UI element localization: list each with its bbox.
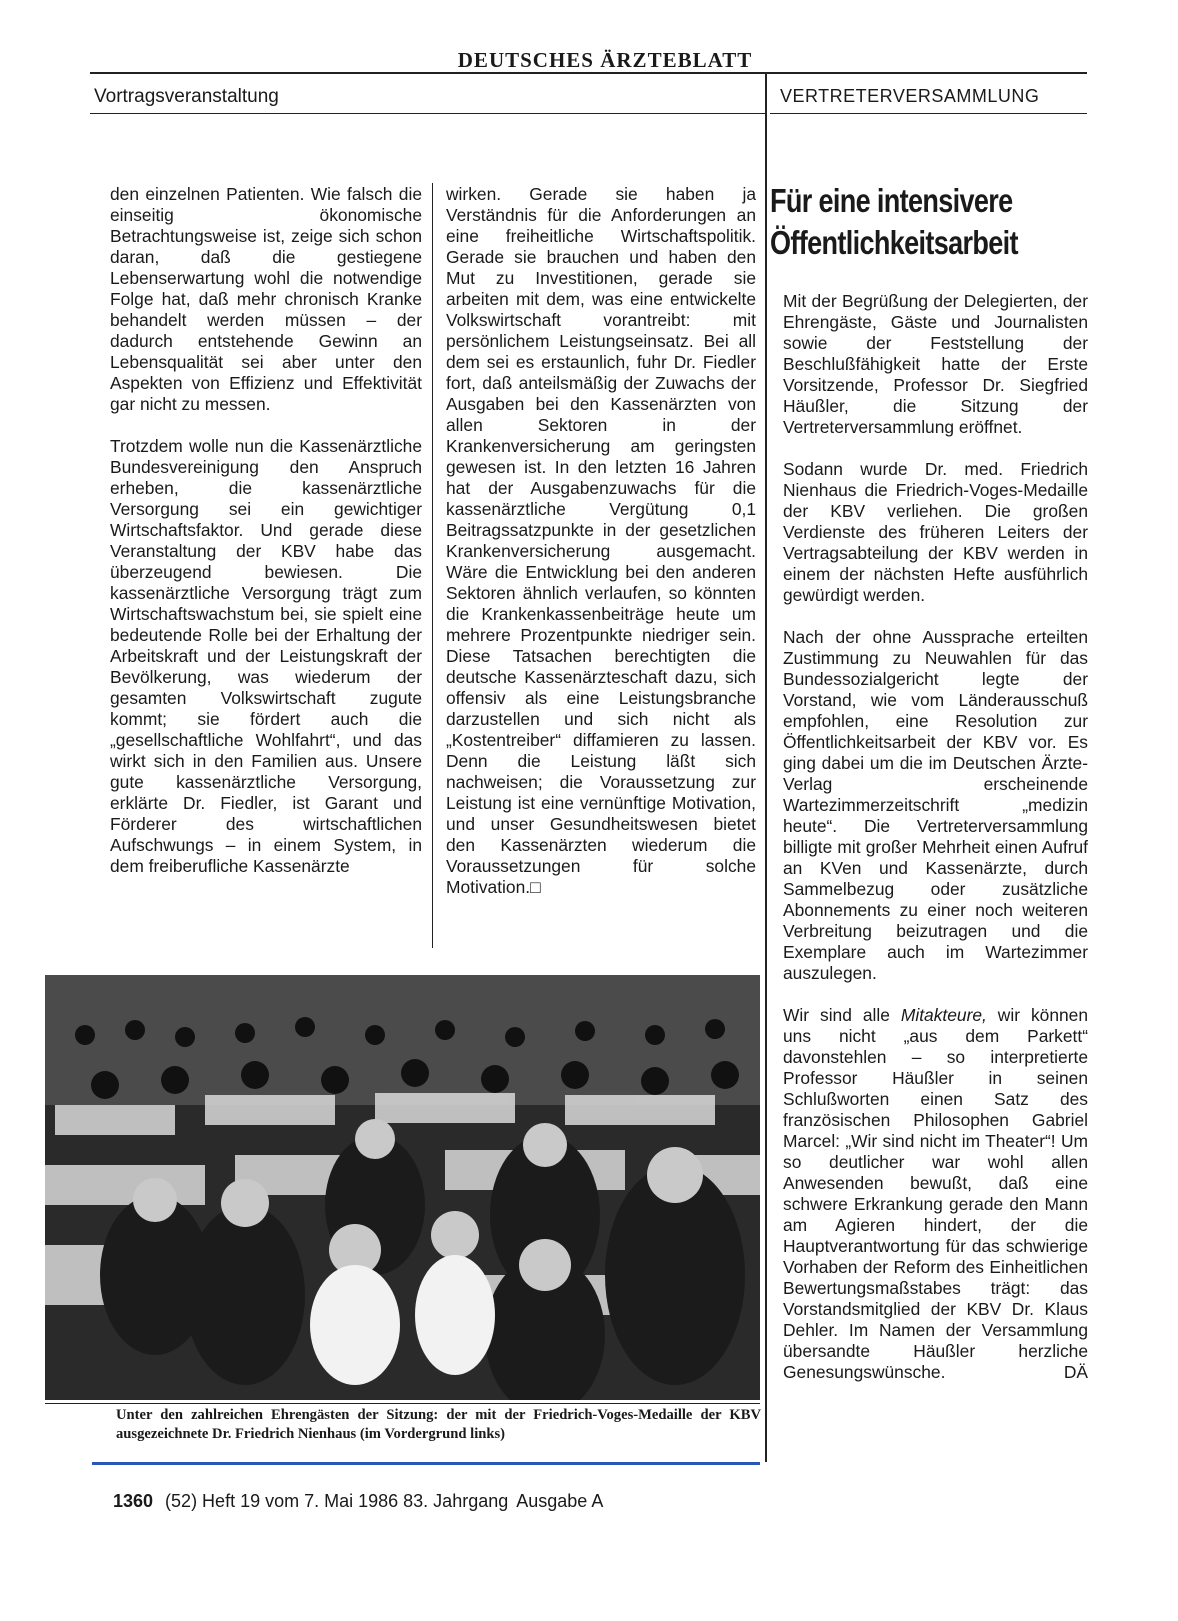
paragraph: wirken. Gerade sie haben ja Verständnis für die Anforderungen an eine freiheitliche Wirtschaftspolitik. Gerade sie brauchen und haben den Mut zu Investitionen, gerade sie arbeiten mit dem, was eine entwickelte Volkswirtschaft vorantreibt: mit persönlichem Leistungseinsatz. Bei all dem sei es erstaunlich, fuhr Dr. Fiedler fort, daß anteilsmäßig der Zuwachs der Ausgaben bei den Kassenärzten von allen Sektoren in der Krankenversicherung am geringsten gewesen ist. In den letzten 16 Jahren hat der Ausgabenzuwachs für die kassenärztliche Vergütung 0,1 Beitragssatzpunkte in der gesetzlichen Krankenversicherung ausgemacht. Wäre die Entwicklung bei den anderen Sektoren ähnlich verlaufen, so könnten die Krankenkassenbeiträge heute um mehrere Prozentpunkte niedriger sein. Diese Tatsachen berechtigten die deutsche Kassenärzteschaft dazu, sich offensiv als eine Leistungsbranche darzustellen und sich nicht als „Kostentreiber“ diffamieren zu lassen. Denn die Leistung läßt sich nachweisen; die Voraussetzung zur Leistung ist eine vernünftige Motivation, und unser Gesundheitswesen bietet den Kassenärzten wiederum die Voraussetzungen für solche Motivation.□ — [446, 184, 756, 897]
header-rule — [90, 72, 1087, 74]
text-run: wir können uns nicht „aus dem Parkett“ davonstehlen – so interpretierte Professor Häußler in seinen Schlußworten einen Satz des französischen Philosophen Gabriel Marcel: „Wir sind nicht im Theater“! Um so deutlicher war wohl allen Anwesenden bewußt, daß eine schwere Erkrankung gerade den Mann am Agieren hindert, der die Hauptverantwortung für das schwierige Vorhaben der Reform des Einheitlichen Bewertungsmaßstabes trägt: das Vorstandsmitglied der KBV Dr. Klaus Dehler. Im Namen der Versammlung übersandte Häußler herzliche Genesungswünsche. — [783, 1005, 1089, 1382]
issue-info: (52) Heft 19 vom 7. Mai 1986 83. Jahrgang — [165, 1491, 509, 1511]
section-rule-right — [770, 113, 1087, 114]
paragraph: den einzelnen Patienten. Wie falsch die einseitig ökonomische Betrachtungsweise ist, zeige sich schon daran, daß die gestiegene Lebenserwartung wohl die notwendige Folge hat, daß mehr chronisch Kranke behandelt werden müssen – der dadurch entstehende Gewinn an Lebensqualität sei aber unter den Aspekten von Effizienz und Effektivität gar nicht zu messen. — [110, 184, 422, 414]
signature: DÄ — [1063, 1362, 1088, 1382]
section-rule-left — [90, 113, 766, 114]
paragraph: Sodann wurde Dr. med. Friedrich Nienhaus die Friedrich-Voges-Medaille der KBV verliehen. Die großen Verdienste des früheren Leiters der Vertragsabteilung der KBV werden in einem der nächsten Hefte ausführlich gewürdigt werden. — [783, 459, 1088, 605]
caption-rule — [45, 1403, 760, 1404]
section-label-left: Vortragsveranstaltung — [94, 86, 279, 107]
headline-line: Öffentlichkeitsarbeit — [770, 224, 1018, 261]
section-label-right: VERTRETERVERSAMMLUNG — [780, 86, 1040, 106]
column-separator-main — [765, 72, 767, 1462]
blue-accent-rule — [92, 1462, 760, 1465]
page-footer — [113, 1491, 611, 1512]
article-headline — [770, 180, 1090, 264]
assembly-photo — [45, 975, 760, 1400]
edition-label: Ausgabe A — [516, 1491, 604, 1511]
paragraph: Mit der Begrüßung der Delegierten, der Ehrengäste, Gäste und Journalisten sowie der Feststellung der Beschlußfähigkeit hatte der Erste Vorsitzende, Professor Dr. Siegfried Häußler, die Sitzung der Vertreterversammlung eröffnet. — [783, 291, 1088, 437]
article-body — [783, 291, 1088, 1404]
text-run: Wir sind alle — [783, 1005, 901, 1025]
photo-caption: Unter den zahlreichen Ehrengästen der Sitzung: der mit der Friedrich-Voges-Medaille der KBV ausgezeichnete Dr. Friedrich Nienhaus (im Vordergrund links) — [116, 1407, 761, 1442]
text-column-2 — [446, 184, 756, 919]
emphasis: Mitakteure, — [900, 1005, 987, 1025]
column-separator — [432, 183, 433, 948]
paragraph: Trotzdem wolle nun die Kassenärztliche Bundesvereinigung den Anspruch erheben, die kassenärztliche Versorgung sei ein gewichtiger Wirtschaftsfaktor. Und gerade diese Veranstaltung der KBV habe das überzeugend bewiesen. Die kassenärztliche Versorgung trägt zum Wirtschaftswachstum bei, sie spielt eine bedeutende Rolle bei der Erhaltung der Arbeitskraft und der Leistungskraft der Bevölkerung, was wiederum der gesamten Volkswirtschaft zugute kommt; sie fördert auch die „gesellschaftliche Wohlfahrt“, und das wirkt sich in den Familien aus. Unsere gute kassenärztliche Versorgung, erklärte Dr. Fiedler, ist Garant und Förderer des wirtschaftlichen Aufschwungs – in einem System, in dem freiberufliche Kassenärzte — [110, 436, 422, 876]
photo-illustration — [45, 975, 760, 1400]
text-column-1 — [110, 184, 422, 898]
paragraph: Nach der ohne Aussprache erteilten Zustimmung zu Neuwahlen für das Bundessozialgericht legte der Vorstand, wie vom Länderausschuß empfohlen, eine Resolution zur Öffentlichkeitsarbeit der KBV vor. Es ging dabei um die im Deutschen Ärzte-Verlag erscheinende Wartezimmerzeitschrift „medizin heute“. Die Vertreterversammlung billigte mit großer Mehrheit einen Aufruf an KVen und Kassenärzte, durch Sammelbezug oder zusätzliche Abonnements zu einer noch weiteren Verbreitung beizutragen und die Exemplare auch im Wartezimmer auszulegen. — [783, 627, 1088, 983]
headline-line: Für eine intensivere — [770, 182, 1013, 219]
masthead: DEUTSCHES ÄRZTEBLATT — [457, 48, 753, 72]
paragraph — [783, 1005, 1088, 1383]
page-number: 1360 — [113, 1491, 154, 1511]
